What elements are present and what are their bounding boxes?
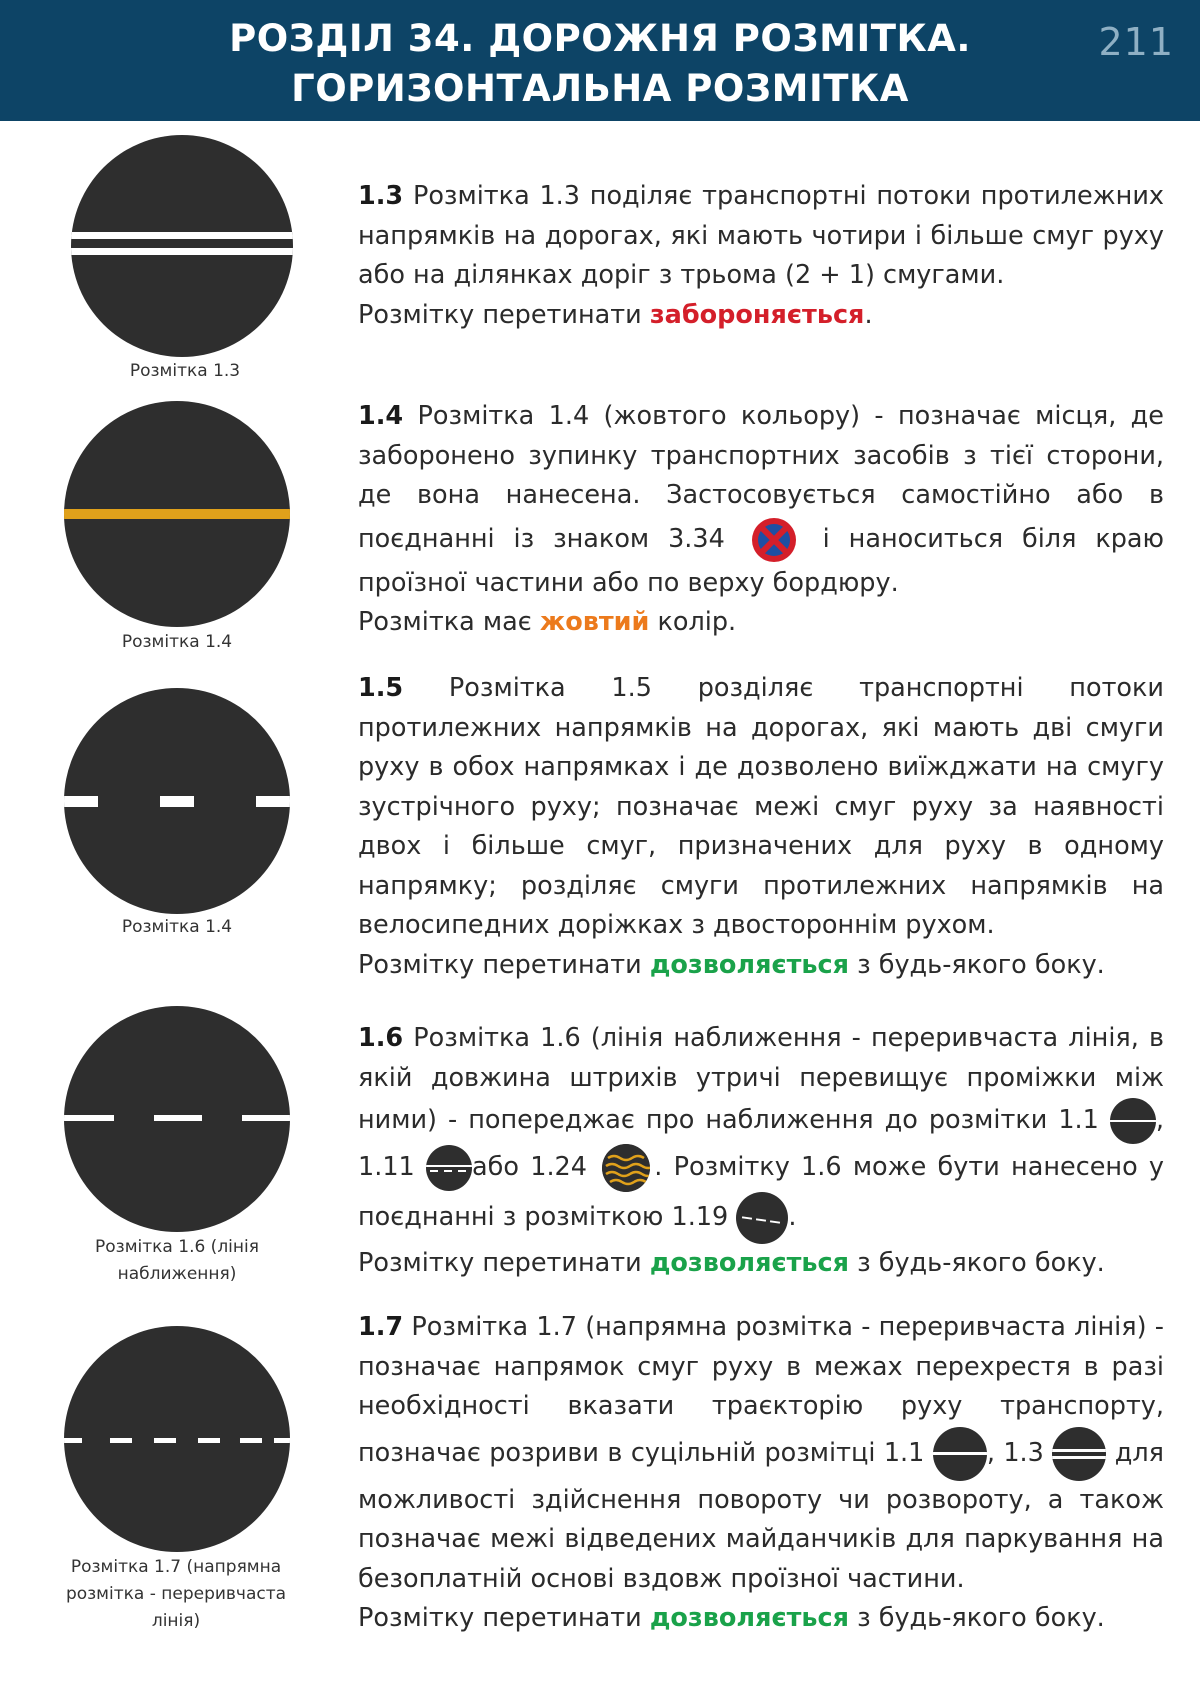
section-1-5	[358, 669, 1164, 985]
section-number: 1.7	[358, 1312, 404, 1342]
section-text: Розмітка 1.3 поділяє транспортні потоки протилежних напрямків на дорогах, які мають чотири і більше смуг руху або на ділянках доріг з трьома (2 + 1) смугами.	[358, 181, 1164, 290]
rule-yellow: жовтий	[539, 607, 650, 637]
dash-segment	[240, 1438, 262, 1443]
figure-caption-line: наближення)	[117, 1264, 237, 1284]
rule-prefix: Розмітку перетинати	[358, 1603, 650, 1633]
rule-forbidden: забороняється	[649, 299, 865, 330]
figure-caption-line: лінія)	[151, 1611, 201, 1631]
dash-segment	[256, 796, 290, 807]
section-text: або 1.24	[472, 1152, 587, 1182]
section-text: для можливості здійснення повороту чи розвороту, а також позначає межі відведених майданчиків для паркування на безоплатній основі вздовж проїзної частини.	[358, 1437, 1165, 1594]
rule-suffix: з будь-якого боку.	[848, 949, 1105, 980]
dash-segment	[154, 1115, 202, 1121]
rule-prefix: Розмітку перетинати	[358, 299, 650, 330]
figure-caption: Розмітка 1.3	[129, 361, 241, 381]
section-number: 1.4	[358, 401, 404, 431]
figure-caption-line: Розмітка 1.6 (лінія	[95, 1237, 259, 1257]
dash-segment	[160, 796, 194, 807]
crossing-rule	[358, 1248, 1105, 1278]
dash-segment	[110, 1438, 132, 1443]
dash-segment	[154, 1438, 176, 1443]
dash-segment	[242, 1115, 290, 1121]
section-text: , 1.3	[986, 1437, 1044, 1468]
dash-segment	[274, 1438, 290, 1443]
rule-allowed: дозволяється	[649, 949, 849, 980]
crossing-rule	[358, 950, 1105, 980]
sign-3-34-icon	[750, 516, 798, 564]
section-1-4	[358, 397, 1164, 643]
dash-segment	[64, 1438, 82, 1443]
road-marking-1-1-icon	[1110, 1098, 1156, 1144]
rule-allowed: дозволяється	[649, 1248, 849, 1278]
section-text: , 1.11	[358, 1105, 1164, 1182]
rule-allowed: дозволяється	[649, 1603, 849, 1633]
chapter-title-line2: ГОРИЗОНТАЛЬНА РОЗМІТКА	[291, 67, 909, 110]
rule-suffix: з будь-якого боку.	[848, 1248, 1105, 1278]
crossing-rule	[358, 300, 873, 330]
solid-white-line-upper	[71, 232, 293, 239]
section-text: . Розмітку 1.6 може бути нанесено у поєднанні з розміткою 1.19	[358, 1152, 1165, 1232]
rule-prefix: Розмітка має	[358, 607, 540, 637]
dash-segment	[64, 796, 98, 807]
road-marking-1-6-image	[64, 1006, 290, 1232]
section-1-7	[358, 1308, 1164, 1639]
road-marking-1-4-image	[64, 401, 290, 627]
figure-caption	[48, 1554, 304, 1635]
road-marking-1-7-image	[64, 1326, 290, 1552]
page-number: 211	[1098, 20, 1174, 64]
road-marking-1-11-icon	[426, 1145, 472, 1191]
road-marking-1-3-image	[71, 135, 293, 357]
road-marking-1-3-icon	[1052, 1427, 1106, 1481]
rule-suffix: .	[864, 299, 873, 330]
solid-white-line-lower	[71, 248, 293, 255]
chapter-title-line1: РОЗДІЛ 34. ДОРОЖНЯ РОЗМІТКА.	[229, 17, 971, 60]
rule-suffix: з будь-якого боку.	[848, 1603, 1105, 1633]
dash-segment	[198, 1438, 220, 1443]
road-marking-1-1-icon	[933, 1427, 987, 1481]
dash-segment	[64, 1115, 114, 1121]
section-text: і наноситься біля краю проїзної частини або по верху бордюру.	[358, 523, 1164, 598]
figure-caption: Розмітка 1.4	[121, 632, 233, 652]
road-marking-1-5-image	[64, 688, 290, 914]
section-number: 1.3	[358, 181, 404, 211]
solid-yellow-line	[64, 509, 290, 519]
section-1-6	[358, 1019, 1164, 1284]
section-number: 1.6	[358, 1023, 404, 1053]
section-text: Розмітка 1.4 (жовтого кольору) - позначає місця, де заборонено зупинку транспортних засобів з тієї сторони, де вона нанесена. Застосовується самостійно або в поєднанні із знаком 3.34	[358, 401, 1164, 554]
section-text: Розмітка 1.7 (напрямна розмітка - переривчаста лінія) - позначає напрямок смуг руху в межах перехрестя в разі необхідності вказати траєкторію руху транспорту, позначає розриви в суцільній розмітці 1.1	[358, 1312, 1164, 1468]
figure-caption-line: Розмітка 1.7 (напрямна	[70, 1557, 282, 1577]
section-text: Розмітка 1.5 розділяє транспортні потоки протилежних напрямків на дорогах, які мають дві смуги руху в обох напрямках і де дозволено виїжджати на смугу зустрічного руху; позначає межі смуг руху за наявності двох і більше смуг, призначених для руху в одному напрямку; розділяє смуги протилежних напрямків на велосипедних доріжках з двостороннім рухом.	[358, 673, 1164, 940]
rule-prefix: Розмітку перетинати	[358, 949, 650, 980]
section-text: Розмітка 1.6 (лінія наближення - переривчаста лінія, в якій довжина штрихів утричі перевищує проміжки між ними) - попереджає про наближення до розмітки 1.1	[358, 1023, 1164, 1135]
road-marking-1-24-icon	[602, 1144, 650, 1192]
color-rule	[358, 607, 736, 637]
section-text: .	[788, 1202, 797, 1232]
figure-caption: Розмітка 1.4	[121, 917, 233, 937]
figure-caption	[54, 1234, 300, 1288]
rule-prefix: Розмітку перетинати	[358, 1248, 650, 1278]
road-marking-1-19-icon	[736, 1192, 788, 1244]
rule-suffix: колір.	[649, 607, 737, 637]
figure-caption-line: розмітка - переривчаста	[65, 1584, 287, 1604]
page-header	[0, 0, 1200, 121]
section-1-3	[358, 177, 1164, 335]
crossing-rule	[358, 1603, 1105, 1633]
chapter-title	[180, 14, 1020, 114]
section-number: 1.5	[358, 673, 404, 703]
